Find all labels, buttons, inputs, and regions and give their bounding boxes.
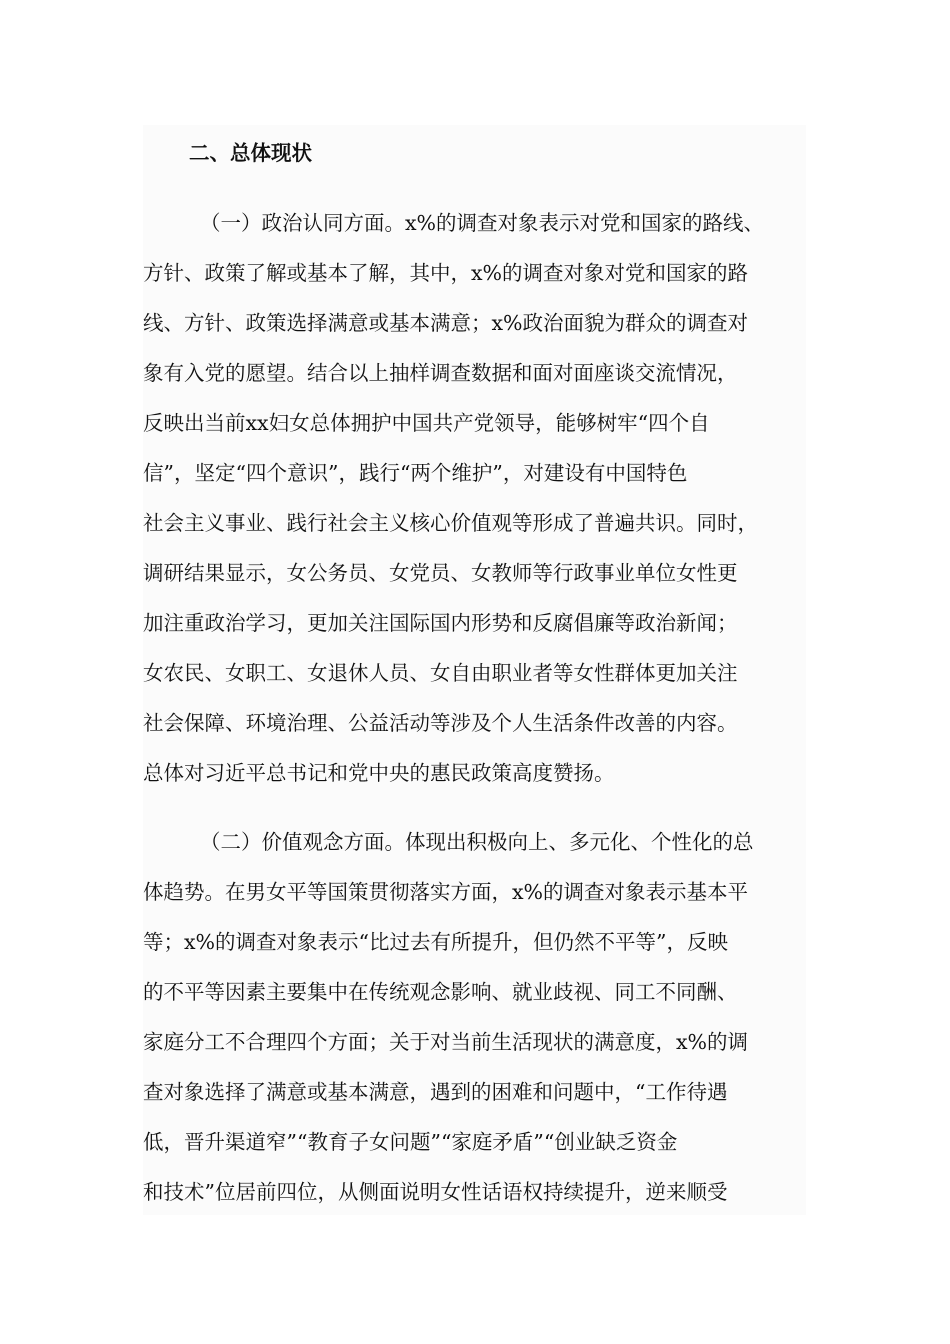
paragraph-1-line-6: 信”，坚定“四个意识”，践行“两个维护”，对建设有中国特色 [143,461,688,485]
paragraph-1-line-2: 方针、政策了解或基本了解，其中，x%的调查对象对党和国家的路 [143,261,749,285]
paragraph-2-line-2: 体趋势。在男女平等国策贯彻落实方面，x%的调查对象表示基本平 [143,880,749,904]
paragraph-1-line-5: 反映出当前xx妇女总体拥护中国共产党领导，能够树牢“四个自 [143,411,710,435]
paragraph-1-line-3: 线、方针、政策选择满意或基本满意；x%政治面貌为群众的调查对 [143,311,749,335]
paragraph-2-line-1: （二）价值观念方面。体现出积极向上、多元化、个性化的总 [200,830,754,854]
paragraph-1-line-8: 调研结果显示，女公务员、女党员、女教师等行政事业单位女性更 [143,561,738,585]
paragraph-2-line-8: 和技术”位居前四位，从侧面说明女性话语权持续提升，逆来顺受 [143,1180,728,1204]
paragraph-1-line-1: （一）政治认同方面。x%的调查对象表示对党和国家的路线、 [200,211,765,235]
paragraph-1-line-10: 女农民、女职工、女退休人员、女自由职业者等女性群体更加关注 [143,661,738,685]
paragraph-2-line-3: 等；x%的调查对象表示“比过去有所提升，但仍然不平等”，反映 [143,930,728,954]
paragraph-2-line-6: 查对象选择了满意或基本满意，遇到的困难和问题中，“工作待遇 [143,1080,728,1104]
paragraph-1-line-12: 总体对习近平总书记和党中央的惠民政策高度赞扬。 [143,761,615,785]
paragraph-2-line-7: 低，晋升渠道窄”“教育子女问题”“家庭矛盾”“创业缺乏资金 [143,1130,678,1154]
paragraph-1-line-7: 社会主义事业、践行社会主义核心价值观等形成了普遍共识。同时， [143,511,758,535]
paragraph-2-line-4: 的不平等因素主要集中在传统观念影响、就业歧视、同工不同酬、 [143,980,738,1004]
paragraph-1-line-9: 加注重政治学习，更加关注国际国内形势和反腐倡廉等政治新闻； [143,611,738,635]
paragraph-2-line-5: 家庭分工不合理四个方面；关于对当前生活现状的满意度，x%的调 [143,1030,749,1054]
section-heading: 二、总体现状 [189,141,312,165]
paragraph-1-line-4: 象有入党的愿望。结合以上抽样调查数据和面对面座谈交流情况， [143,361,738,385]
paragraph-1-line-11: 社会保障、环境治理、公益活动等涉及个人生活条件改善的内容。 [143,711,738,735]
document-text-block [143,125,806,1215]
